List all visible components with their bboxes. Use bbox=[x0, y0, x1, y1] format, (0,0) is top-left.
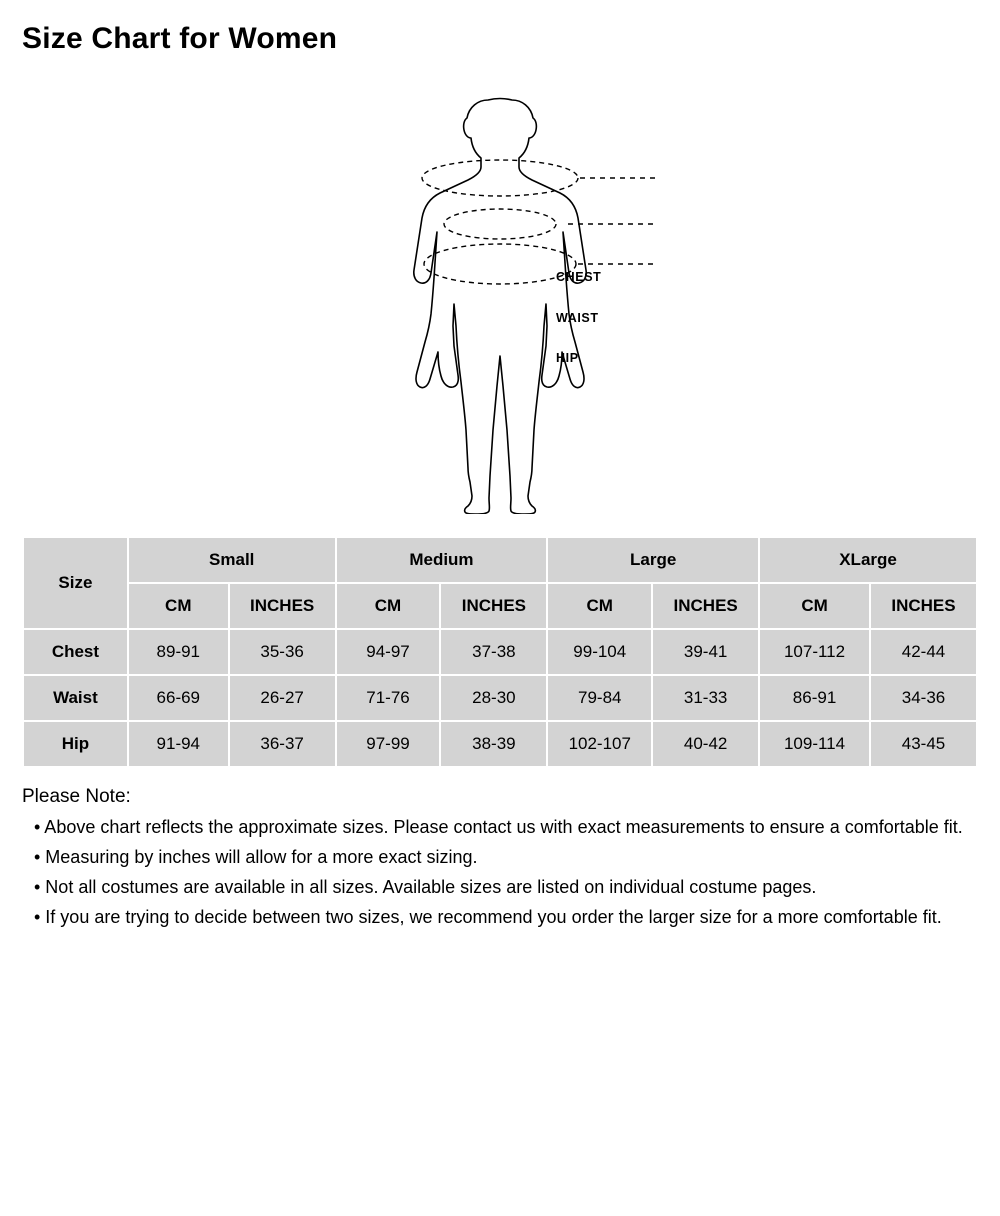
group-header-large: Large bbox=[547, 537, 759, 583]
page-title: Size Chart for Women bbox=[22, 22, 338, 55]
chest-ellipse bbox=[422, 160, 578, 196]
hip-ellipse bbox=[424, 244, 576, 284]
unit-header-medium-cm: CM bbox=[336, 583, 441, 629]
cell-chest-xlarge-cm: 107-112 bbox=[759, 629, 870, 675]
cell-waist-small-inches: 26-27 bbox=[229, 675, 336, 721]
cell-chest-medium-cm: 94-97 bbox=[336, 629, 441, 675]
callout-hip-label: HIP bbox=[556, 351, 579, 365]
cell-waist-medium-cm: 71-76 bbox=[336, 675, 441, 721]
cell-chest-large-inches: 39-41 bbox=[652, 629, 759, 675]
size-chart-page bbox=[0, 22, 1000, 932]
group-header-medium: Medium bbox=[336, 537, 548, 583]
cell-waist-xlarge-inches: 34-36 bbox=[870, 675, 977, 721]
cell-waist-xlarge-cm: 86-91 bbox=[759, 675, 870, 721]
callout-waist-label: WAIST bbox=[556, 311, 599, 325]
table-row-unit-header bbox=[23, 583, 977, 629]
cell-chest-medium-inches: 37-38 bbox=[440, 629, 547, 675]
row-label-waist: Waist bbox=[23, 675, 128, 721]
unit-header-xlarge-cm: CM bbox=[759, 583, 870, 629]
note-item: • If you are trying to decide between two sizes, we recommend you order the larger size for a more comfortable fit. bbox=[34, 906, 942, 927]
notes-heading: Please Note: bbox=[22, 786, 131, 807]
cell-hip-large-cm: 102-107 bbox=[547, 721, 652, 767]
unit-header-medium-inches: INCHES bbox=[440, 583, 547, 629]
cell-hip-medium-inches: 38-39 bbox=[440, 721, 547, 767]
cell-chest-large-cm: 99-104 bbox=[547, 629, 652, 675]
body-figure bbox=[0, 64, 1000, 524]
cell-chest-small-inches: 35-36 bbox=[229, 629, 336, 675]
cell-waist-small-cm: 66-69 bbox=[128, 675, 229, 721]
unit-header-large-inches: INCHES bbox=[652, 583, 759, 629]
size-corner-label: Size bbox=[23, 537, 128, 629]
group-header-xlarge: XLarge bbox=[759, 537, 977, 583]
row-label-chest: Chest bbox=[23, 629, 128, 675]
cell-hip-xlarge-cm: 109-114 bbox=[759, 721, 870, 767]
size-table bbox=[22, 536, 978, 768]
waist-ellipse bbox=[444, 209, 556, 239]
female-body-outline-icon bbox=[160, 64, 840, 514]
cell-waist-large-cm: 79-84 bbox=[547, 675, 652, 721]
cell-hip-large-inches: 40-42 bbox=[652, 721, 759, 767]
cell-hip-medium-cm: 97-99 bbox=[336, 721, 441, 767]
cell-waist-medium-inches: 28-30 bbox=[440, 675, 547, 721]
note-item: • Not all costumes are available in all sizes. Available sizes are listed on individual costume pages. bbox=[34, 876, 817, 897]
unit-header-small-inches: INCHES bbox=[229, 583, 336, 629]
table-row bbox=[23, 629, 977, 675]
note-item: • Above chart reflects the approximate sizes. Please contact us with exact measurements to ensure a comfortable fit. bbox=[34, 817, 963, 837]
cell-hip-small-cm: 91-94 bbox=[128, 721, 229, 767]
table-row bbox=[23, 675, 977, 721]
cell-waist-large-inches: 31-33 bbox=[652, 675, 759, 721]
cell-hip-xlarge-inches: 43-45 bbox=[870, 721, 977, 767]
callout-chest-label: CHEST bbox=[556, 270, 602, 284]
note-item: • Measuring by inches will allow for a more exact sizing. bbox=[34, 846, 478, 867]
cell-hip-small-inches: 36-37 bbox=[229, 721, 336, 767]
unit-header-xlarge-inches: INCHES bbox=[870, 583, 977, 629]
table-row bbox=[23, 721, 977, 767]
unit-header-small-cm: CM bbox=[128, 583, 229, 629]
group-header-small: Small bbox=[128, 537, 336, 583]
cell-chest-small-cm: 89-91 bbox=[128, 629, 229, 675]
notes-section bbox=[22, 786, 982, 932]
row-label-hip: Hip bbox=[23, 721, 128, 767]
unit-header-large-cm: CM bbox=[547, 583, 652, 629]
cell-chest-xlarge-inches: 42-44 bbox=[870, 629, 977, 675]
table-row-group-header bbox=[23, 537, 977, 583]
